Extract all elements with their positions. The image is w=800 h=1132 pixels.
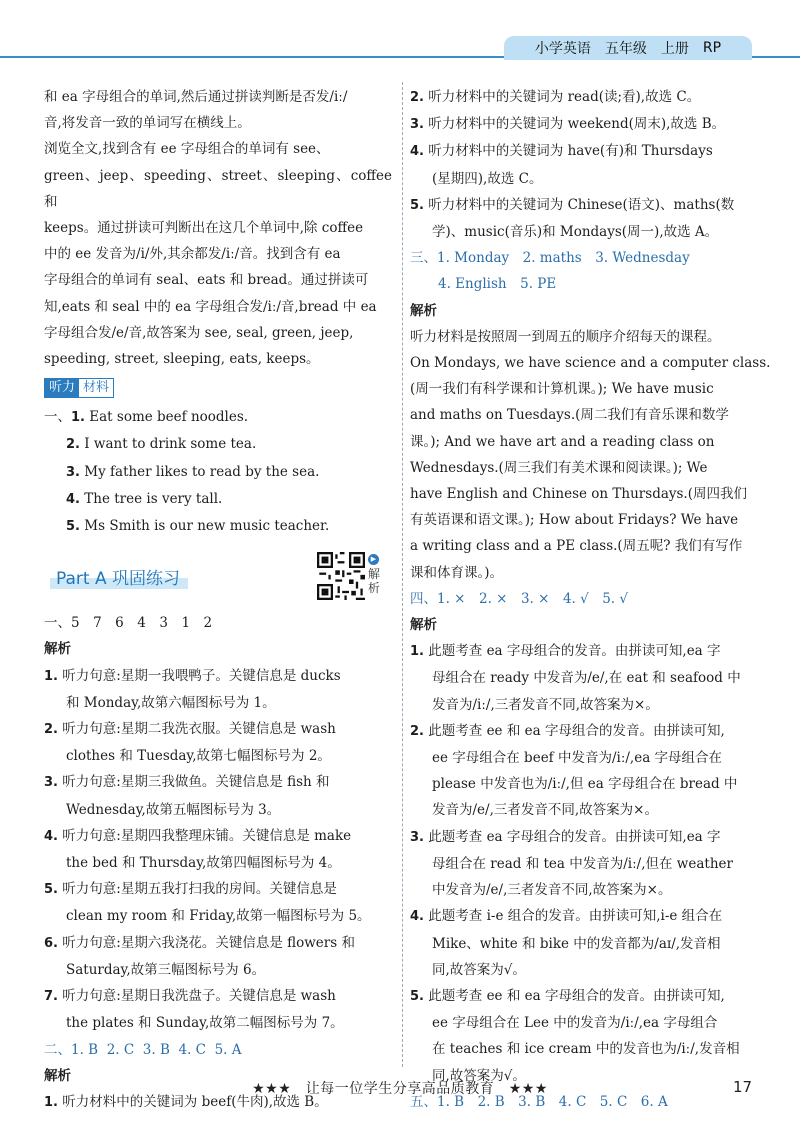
analysis-item [44,983,392,1010]
para-line: Wednesdays.(周三我们有美术课和阅读课。); We [410,459,708,476]
item-number: 4. [44,828,58,844]
analysis-text: 听力材料中的关键词为 Chinese(语文)、maths(数 [428,196,735,213]
analysis-text: 此题考查 ea 字母组合的发音。由拼读可知,ea 字 [428,828,721,845]
para-line: 中的 ee 发音为/i/外,其余都发/iː/音。找到含有 ea [44,246,341,263]
para-line: and maths on Tuesdays.(周二我们有音乐课和数学 [410,407,729,424]
header-tab [504,36,752,60]
answers-section-3-cont: 4. English 5. PE [438,276,557,293]
para-line: 课和体育课。)。 [410,564,504,581]
item-number: 5. [44,882,58,898]
answers-section-2 [44,1037,392,1063]
column-divider [402,82,403,1067]
intro-line-1: 和 ea 字母组合的单词,然后通过拼读判断是否发/iː/ [44,89,348,105]
para-line: (周一我们有科学课和计算机课。); We have music [410,381,714,398]
listening-material-tag [44,378,114,398]
item-number: 3. [410,117,424,133]
analysis-item [410,84,774,111]
listening-line [44,486,392,513]
para-line: 知,eats 和 seal 中的 ea 字母组合发/iː/音,bread 中 ea [44,298,377,315]
answers-line: 1. × 2. × 3. × 4. √ 5. √ [437,590,628,607]
para-line: 浏览全文,找到含有 ee 字母组合的单词有 see、 [44,141,330,158]
part-a-title: Part A 巩固练习 [50,564,188,589]
analysis-item [44,823,392,850]
item-number: 2. [66,437,80,453]
section-prefix: 四、 [410,590,437,607]
left-column [44,84,392,1116]
analysis-item-cont: (星期四),故选 C。 [432,170,543,187]
para-line: On Mondays, we have science and a computer class. [410,355,771,372]
qr-label-char: 解 [368,567,381,582]
analysis-text: 听力材料中的关键词为 have(有)和 Thursdays [428,143,713,160]
intro-line-2: 音,将发音一致的单词写在横线上。 [44,115,251,132]
qr-code-icon[interactable] [317,552,365,600]
analysis-item-cont: 中发音为/e/,三者发音不同,故答案为×。 [432,882,672,899]
analysis-label: 解析 [44,1067,71,1084]
para-line: speeding, street, sleeping, eats, keeps。 [44,351,320,368]
analysis-label: 解析 [44,641,71,658]
listening-text: Ms Smith is our new music teacher. [84,518,330,535]
listening-text: My father likes to read by the sea. [84,463,320,480]
analysis-item-cont: Saturday,故第三幅图标号为 6。 [66,961,266,978]
analysis-item [410,903,774,930]
analysis-text: 听力材料中的关键词为 weekend(周末),故选 B。 [428,116,726,133]
analysis-item-cont: 在 teaches 和 ice cream 中的发音也为/iː/,发音相 [432,1041,740,1058]
item-number: 6. [44,935,58,951]
analysis-item-cont: ee 字母组合在 Lee 中的发音为/iː/,ea 字母组合 [432,1015,718,1032]
answer: 4. C [178,1041,206,1058]
section-prefix: 一、 [44,409,71,426]
listening-text: The tree is very tall. [84,490,223,507]
analysis-item-cont: the plates 和 Sunday,故第二幅图标号为 7。 [66,1015,344,1032]
analysis-item-cont: Mike、white 和 bike 中的发音都为/aɪ/,发音相 [432,935,721,952]
part-a-banner [44,552,392,610]
analysis-item-cont: Wednesday,故第五幅图标号为 3。 [66,801,281,818]
item-number: 7. [44,989,58,1005]
para-line: green、jeep、speeding、street、sleeping、coffee 和 [44,167,392,210]
analysis-label: 解析 [410,302,437,319]
analysis-item-cont: clean my room 和 Friday,故第一幅图标号为 5。 [66,908,371,925]
analysis-label: 解析 [410,617,437,634]
para-line: keeps。通过拼读可判断出在这几个单词中,除 coffee [44,220,364,237]
analysis-item-cont: 和 Monday,故第六幅图标号为 1。 [66,694,276,711]
item-number: 5. [66,519,80,535]
item-number: 1. [44,668,58,684]
item-number: 2. [410,723,424,739]
page-number: 17 [733,1078,753,1096]
qr-label-char: 析 [368,581,381,596]
item-number: 3. [44,775,58,791]
analysis-item [44,930,392,957]
header-grade: 五年级 [604,41,647,57]
section-prefix: 五、 [410,1093,437,1110]
listening-line [44,431,392,458]
header-edition: RP [702,40,722,56]
answers-line: 1. B 2. B 3. B 4. C 5. C 6. A [437,1093,668,1110]
play-icon[interactable]: ▶ [368,554,379,565]
analysis-item-cont: 同,故答案为√。 [432,1067,526,1084]
answer: 1. B [71,1041,99,1058]
item-number: 3. [66,464,80,480]
tag-label-b: 材料 [83,380,110,396]
section-prefix: 三、 [410,250,437,267]
analysis-text: 听力材料中的关键词为 read(读;看),故选 C。 [428,89,701,105]
para-line: a writing class and a PE class.(周五呢? 我们有写作 [410,538,743,555]
item-number: 1. [44,1094,58,1110]
analysis-item [410,638,774,665]
analysis-item-cont: the bed 和 Thursday,故第四幅图标号为 4。 [66,855,341,872]
tag-label-a: 听力 [45,379,79,397]
analysis-item-cont: ee 字母组合在 beef 中发音为/iː/,ea 字母组合在 [432,750,723,767]
analysis-item [44,769,392,796]
answer: 3. B [142,1041,170,1058]
section-prefix: 二、 [44,1041,71,1058]
listening-line [44,404,392,431]
analysis-item-cont: 母组合在 read 和 tea 中发音为/iː/,但在 weather [432,855,733,872]
item-number: 4. [66,491,80,507]
analysis-text: 此题考查 i-e 组合的发音。由拼读可知,i-e 组合在 [428,908,723,925]
analysis-text: 听力句意:星期一我喂鸭子。关键信息是 ducks [62,667,341,684]
listening-text: I want to drink some tea. [84,436,257,453]
item-number: 5. [410,197,424,213]
analysis-item-cont: please 中发音也为/iː/,但 ea 字母组合在 bread 中 [432,776,738,793]
analysis-item [410,824,774,851]
analysis-item [44,876,392,903]
analysis-item [410,718,774,745]
analysis-item-cont: 发音为/iː/,三者发音不同,故答案为×。 [432,696,659,713]
right-column [410,84,774,1115]
item-number: 1. [410,644,424,660]
listening-text: Eat some beef noodles. [89,409,249,426]
analysis-item-cont: 母组合在 ready 中发音为/e/,在 eat 和 seafood 中 [432,670,741,687]
listening-line [44,513,392,540]
analysis-text: 此题考查 ee 和 ea 字母组合的发音。由拼读可知, [428,987,725,1004]
analysis-text: 听力句意:星期日我洗盘子。关键信息是 wash [62,988,336,1005]
answer: 2. C [106,1041,135,1058]
analysis-text: 听力材料中的关键词为 beef(牛肉),故选 B。 [62,1093,328,1110]
analysis-item [44,663,392,690]
analysis-item-cont: 学)、music(音乐)和 Mondays(周一),故选 A。 [432,224,719,241]
item-number: 3. [410,829,424,845]
analysis-text: 听力句意:星期六我浇花。关键信息是 flowers 和 [62,934,355,951]
para-line: 有英语课和语文课。); How about Fridays? We have [410,512,739,529]
analysis-item [410,983,774,1010]
answers-section-1: 一、5 7 6 4 3 1 2 [44,615,213,632]
answers-section-3 [410,245,774,271]
analysis-item [410,111,774,138]
para-line: 听力材料是按照周一到周五的顺序介绍每天的课程。 [410,328,721,345]
item-number: 2. [44,722,58,738]
analysis-item-cont: 同,故答案为√。 [432,961,526,978]
analysis-text: 此题考查 ea 字母组合的发音。由拼读可知,ea 字 [428,643,721,660]
analysis-text: 听力句意:星期二我洗衣服。关键信息是 wash [62,721,336,738]
footer-slogan: ★★★ 让每一位学生分享高品质教育 ★★★ [252,1081,548,1097]
analysis-item-cont: clothes 和 Tuesday,故第七幅图标号为 2。 [66,748,331,765]
analysis-item [44,716,392,743]
answer: 5. A [214,1041,242,1058]
item-number: 4. [410,144,424,160]
header-subject: 小学英语 [534,41,591,57]
item-number: 5. [410,988,424,1004]
item-number: 1. [71,410,85,426]
analysis-item [410,192,774,219]
item-number: 4. [410,909,424,925]
analysis-text: 听力句意:星期三我做鱼。关键信息是 fish 和 [62,774,330,791]
qr-label [368,554,382,595]
item-number: 2. [410,90,424,105]
listening-line [44,459,392,486]
para-line: have English and Chinese on Thursdays.(周四我们 [410,486,747,503]
answers-section-4 [410,586,774,612]
analysis-text: 听力句意:星期五我打扫我的房间。关键信息是 [62,881,337,898]
analysis-item [410,138,774,165]
header-volume: 上册 [660,41,689,57]
analysis-item-cont: 发音为/e/,三者发音不同,故答案为×。 [432,802,658,819]
analysis-text: 听力句意:星期四我整理床铺。关键信息是 make [62,827,352,844]
para-line: 课。); And we have art and a reading class on [410,433,715,450]
para-line: 字母组合发/e/音,故答案为 see, seal, green, jeep, [44,324,354,341]
analysis-text: 此题考查 ee 和 ea 字母组合的发音。由拼读可知, [428,722,725,739]
answers-line: 1. Monday 2. maths 3. Wednesday [437,250,690,267]
para-line: 字母组合的单词有 seal、eats 和 bread。通过拼读可 [44,272,369,289]
